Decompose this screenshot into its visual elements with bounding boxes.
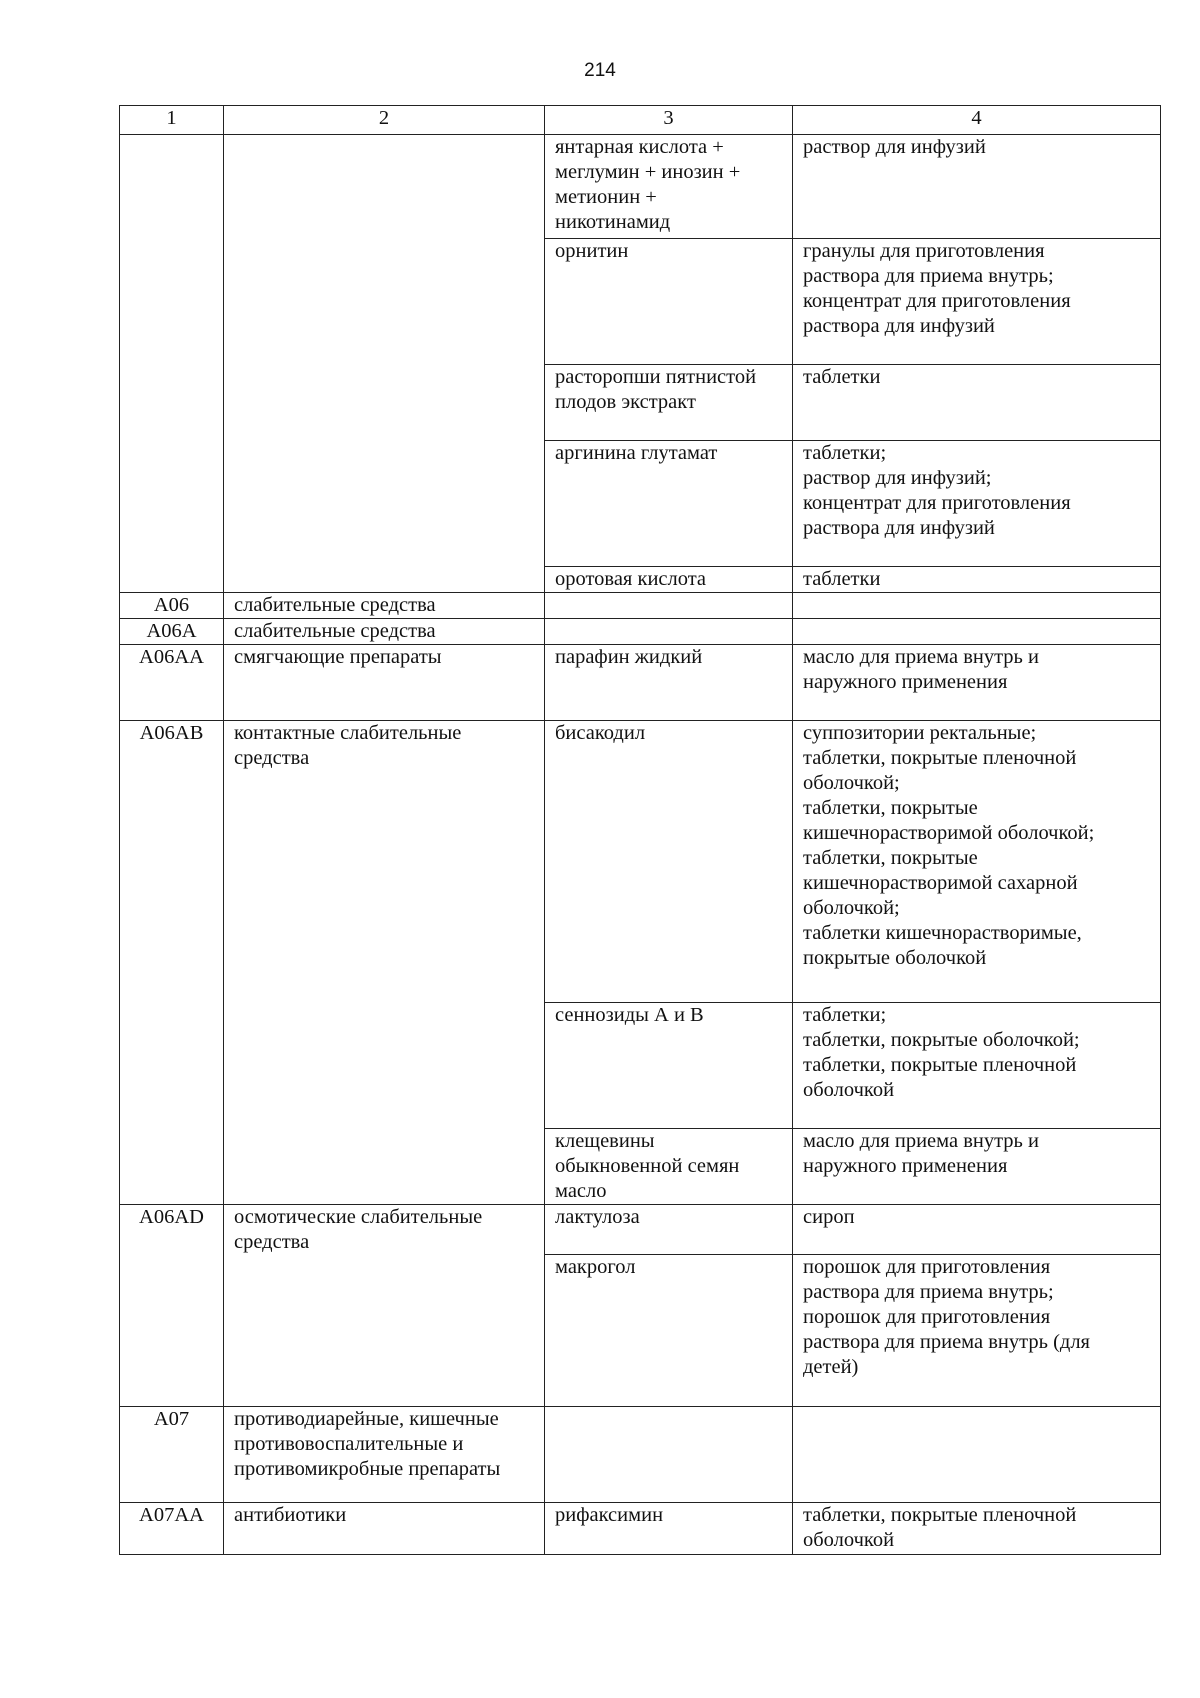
form-cell	[793, 619, 1161, 645]
table-row	[120, 1205, 1161, 1255]
substance-cell: янтарная кислота + меглумин + инозин + метионин + никотинамид	[545, 135, 793, 239]
medicines-table	[119, 105, 1161, 1555]
group-cell: слабительные средства	[224, 619, 545, 645]
group-cell: противодиарейные, кишечные противовоспалительные и противомикробные препараты	[224, 1407, 545, 1503]
substance-cell: сеннозиды А и В	[545, 1003, 793, 1129]
group-cell: антибиотики	[224, 1503, 545, 1555]
form-cell: таблетки; раствор для инфузий; концентрат для приготовления раствора для инфузий	[793, 441, 1161, 567]
group-cell: осмотические слабительные средства	[224, 1205, 545, 1407]
form-cell: раствор для инфузий	[793, 135, 1161, 239]
substance-cell: лактулоза	[545, 1205, 793, 1255]
form-cell: таблетки	[793, 567, 1161, 593]
code-cell: А06АD	[120, 1205, 224, 1407]
page-number: 214	[584, 60, 616, 81]
group-cell: контактные слабительные средства	[224, 721, 545, 1205]
substance-cell: клещевины обыкновенной семян масло	[545, 1129, 793, 1205]
form-cell: суппозитории ректальные; таблетки, покрытые пленочной оболочкой; таблетки, покрытые кишечнорастворимой оболочкой; таблетки, покрытые кишечнорастворимой сахарной оболочкой; таблетки кишечнорастворимые, покрытые оболочкой	[793, 721, 1161, 1003]
column-header-2: 2	[224, 106, 545, 135]
table-row	[120, 135, 1161, 239]
substance-cell: орнитин	[545, 239, 793, 365]
table-row	[120, 721, 1161, 1003]
group-cell: слабительные средства	[224, 593, 545, 619]
table-row	[120, 645, 1161, 721]
table-row	[120, 1407, 1161, 1503]
form-cell: масло для приема внутрь и наружного применения	[793, 645, 1161, 721]
code-cell: А06АА	[120, 645, 224, 721]
form-cell: таблетки; таблетки, покрытые оболочкой; таблетки, покрытые пленочной оболочкой	[793, 1003, 1161, 1129]
form-cell: гранулы для приготовления раствора для приема внутрь; концентрат для приготовления раствора для инфузий	[793, 239, 1161, 365]
form-cell: порошок для приготовления раствора для приема внутрь; порошок для приготовления раствора для приема внутрь (для детей)	[793, 1255, 1161, 1407]
form-cell: масло для приема внутрь и наружного применения	[793, 1129, 1161, 1205]
table-row	[120, 619, 1161, 645]
substance-cell	[545, 1407, 793, 1503]
code-cell	[120, 135, 224, 593]
column-header-3: 3	[545, 106, 793, 135]
substance-cell: макрогол	[545, 1255, 793, 1407]
code-cell: А06А	[120, 619, 224, 645]
code-cell: А06АВ	[120, 721, 224, 1205]
code-cell: А06	[120, 593, 224, 619]
code-cell: А07АА	[120, 1503, 224, 1555]
table-row	[120, 1503, 1161, 1555]
form-cell: сироп	[793, 1205, 1161, 1255]
substance-cell: рифаксимин	[545, 1503, 793, 1555]
substance-cell: расторопши пятнистой плодов экстракт	[545, 365, 793, 441]
substance-cell	[545, 593, 793, 619]
column-header-1: 1	[120, 106, 224, 135]
code-cell: А07	[120, 1407, 224, 1503]
column-header-4: 4	[793, 106, 1161, 135]
form-cell: таблетки, покрытые пленочной оболочкой	[793, 1503, 1161, 1555]
substance-cell: бисакодил	[545, 721, 793, 1003]
table-header-row	[120, 106, 1161, 135]
group-cell	[224, 135, 545, 593]
substance-cell: аргинина глутамат	[545, 441, 793, 567]
substance-cell	[545, 619, 793, 645]
table-row	[120, 593, 1161, 619]
form-cell	[793, 1407, 1161, 1503]
form-cell	[793, 593, 1161, 619]
substance-cell: парафин жидкий	[545, 645, 793, 721]
group-cell: смягчающие препараты	[224, 645, 545, 721]
substance-cell: оротовая кислота	[545, 567, 793, 593]
form-cell: таблетки	[793, 365, 1161, 441]
